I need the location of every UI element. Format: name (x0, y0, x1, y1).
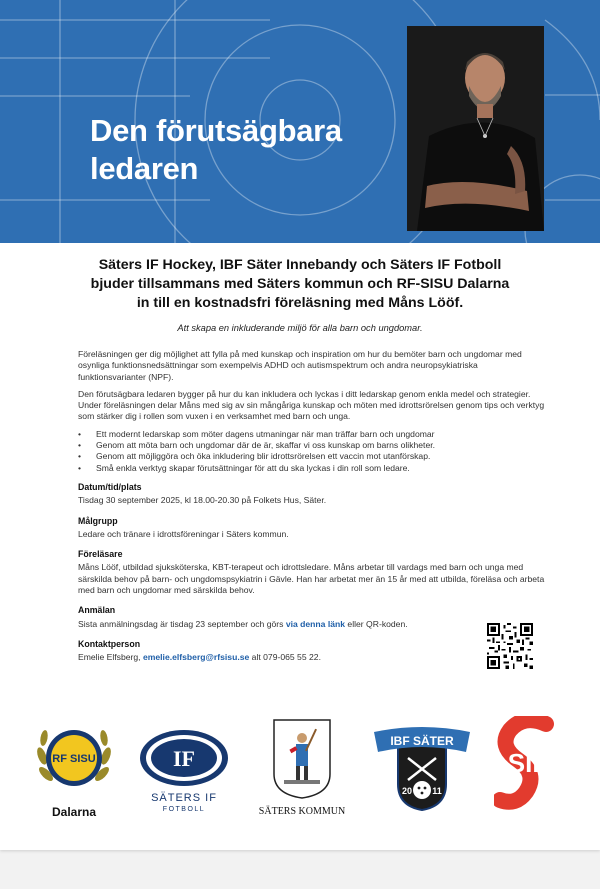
bullet-item: • Genom att möta barn och ungdomar där de är, skaffar vi oss kunskap om barns olikheter. (78, 440, 546, 451)
saters-if-emblem-text: IF (173, 746, 195, 771)
section-text (78, 652, 546, 663)
intro-heading (60, 256, 540, 313)
bullet-item: • Genom att möjliggöra och öka inkludering blir idrottsrörelsen ett vaccin mot utanförskap. (78, 451, 546, 462)
ibf-year-right: 11 (432, 786, 442, 796)
bullet-item: • Ett modernt ledarskap som möter dagens utmaningar när man träffar barn och ungdomar (78, 429, 546, 440)
header-banner (0, 0, 600, 243)
speaker-portrait-image (407, 26, 544, 231)
section-text (78, 619, 546, 630)
anmalan-text-after: eller QR-koden. (345, 618, 408, 629)
sponsor-logos (0, 712, 600, 822)
saters-kommun-caption: SÄTERS KOMMUN (258, 806, 346, 817)
title-line-1: Den förutsägbara (90, 113, 342, 148)
section-forelasare (78, 549, 546, 596)
registration-link[interactable]: via denna länk (285, 618, 346, 629)
ibf-sater-logo (372, 722, 472, 814)
bullet-item: • Små enkla verktyg skapar förutsättningar för att du ska lyckas i din roll som ledare. (78, 463, 546, 474)
contact-name: Emelie Elfsberg, (78, 652, 143, 663)
section-heading: Målgrupp (78, 515, 118, 526)
section-datum (78, 482, 546, 507)
saters-if-subcaption: FOTBOLL (162, 806, 206, 813)
rfsisu-emblem-text: RF SISU (52, 753, 96, 765)
sif-logo (494, 716, 562, 812)
anmalan-text-before: Sista anmälningsdag är tisdag 23 september och görs (78, 618, 286, 629)
section-malgrupp (78, 516, 546, 541)
section-text: Tisdag 30 september 2025, kl 18.00-20.30 på Folkets Hus, Säter. (78, 495, 327, 506)
qr-code[interactable] (487, 623, 533, 669)
section-heading: Kontaktperson (78, 638, 141, 649)
paragraph: Den förutsägbara ledaren bygger på hur du kan inkludera och lyckas i ditt ledarskap genom enkla medel och strategier. Under föreläsningen delar Måns med sig av sin mångåriga kunskap och möten med idrottsrörelsen genom tips och verktyg som stärker dig i rollen som vuxen i en verksamhet med barn och unga. (78, 388, 545, 422)
section-text: Ledare och tränare i idrottsföreningar i Säters kommun. (78, 528, 289, 539)
saters-kommun-logo (250, 718, 354, 818)
contact-phone: alt 079-065 55 22. (249, 652, 321, 663)
contact-email-link[interactable]: emelie.elfsberg@rfsisu.se (142, 652, 250, 663)
sif-text: SIF (507, 748, 549, 778)
intro-line-1: Säters IF Hockey, IBF Säter Innebandy och Säters IF Fotboll (98, 257, 502, 273)
section-kontakt (78, 639, 546, 664)
rfsisu-dalarna-logo (32, 716, 116, 820)
section-anmalan (78, 605, 546, 630)
speaker-photo (407, 26, 544, 231)
section-heading: Datum/tid/plats (78, 481, 142, 492)
body-content (78, 349, 546, 673)
saters-if-fotboll-logo (136, 726, 232, 816)
paragraph: Föreläsningen ger dig möjlighet att fylla på med kunskap och inspiration om hur du bemöter barn och ungdomar med osynliga funktionsnedsättningar som exempelvis ADHD och autismspektrum och andra neuropsykiatriska funktionsvarianter (NPF). (78, 349, 522, 382)
saters-if-caption: SÄTERS IF (151, 792, 217, 804)
intro-line-2: bjuder tillsammans med Säters kommun och RF-SISU Dalarna (90, 276, 510, 292)
ibf-sater-banner-text: IBF SÄTER (390, 734, 454, 748)
section-heading: Föreläsare (78, 549, 123, 560)
rfsisu-caption: Dalarna (51, 805, 97, 819)
title-line-2: ledaren (90, 151, 199, 186)
ibf-year-left: 20 (401, 786, 413, 796)
intro-line-3: in till en kostnadsfri föreläsning med Måns Lööf. (136, 295, 464, 311)
page-title (90, 112, 342, 188)
tagline: Att skapa en inkluderande miljö för alla barn och ungdomar. (177, 323, 423, 333)
bullet-list (78, 429, 546, 474)
section-heading: Anmälan (78, 605, 116, 616)
section-text: Måns Lööf, utbildad sjuksköterska, KBT-terapeut och idrottsledare. Måns arbetar till vardags med barn och unga med särskilda behov på barn- och ungdomspsykiatrin i Gävle. Han har arbetat mer än 15 år med att utbilda, föreläsa och arbeta med barn och ungdomar med särskilda behov. (78, 562, 545, 596)
